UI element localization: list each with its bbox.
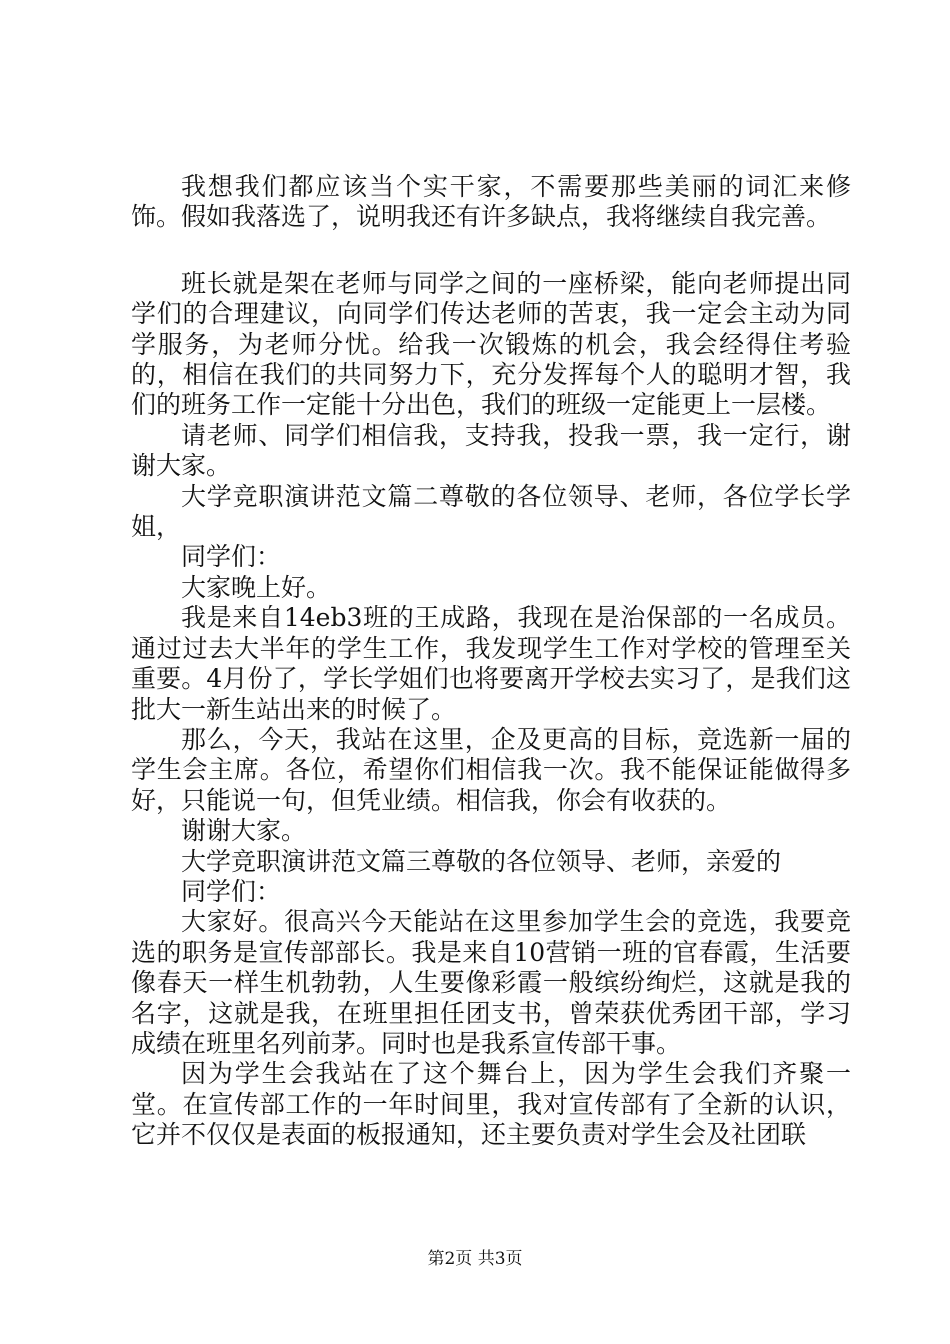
paragraph: 班长就是架在老师与同学之间的一座桥梁，能向老师提出同学们的合理建议，向同学们传达老师的苦衷，我一定会主动为同学服务，为老师分忧。给我一次锻炼的机会，我会经得住考验的，相信在我们的共同努力下，充分发挥每个人的聪明才智，我们的班务工作一定能十分出色，我们的班级一定能更上一层楼。 <box>131 268 851 420</box>
paragraph-gap <box>131 233 851 269</box>
paragraph: 我想我们都应该当个实干家，不需要那些美丽的词汇来修饰。假如我落选了，说明我还有许多缺点，我将继续自我完善。 <box>131 172 851 232</box>
paragraph: 请老师、同学们相信我，支持我，投我一票，我一定行，谢谢大家。 <box>131 420 851 481</box>
paragraph: 同学们： <box>181 876 282 906</box>
paragraph: 大家晚上好。 <box>181 572 332 602</box>
paragraph: 我是来自14eb3班的王成路，我现在是治保部的一名成员。通过过去大半年的学生工作，我发现学生工作对学校的管理至关重要。4月份了，学长学姐们也将要离开学校去实习了，是我们这批大一新生站出来的时候了。 <box>131 603 851 724</box>
paragraph: 大学竞职演讲范文篇二尊敬的各位领导、老师，各位学长学姐， <box>131 481 851 542</box>
paragraph: 大家好。很高兴今天能站在这里参加学生会的竞选，我要竞选的职务是宣传部部长。我是来自10营销一班的官春霞，生活要像春天一样生机勃勃，人生要像彩霞一般缤纷绚烂，这就是我的名字，这就是我，在班里担任团支书，曾荣获优秀团干部，学习成绩在班里名列前茅。同时也是我系宣传部干事。 <box>131 907 851 1058</box>
page-number: 第2页 共3页 <box>427 1249 523 1269</box>
document-body <box>131 172 851 1151</box>
paragraph: 那么，今天，我站在这里，企及更高的目标，竞选新一届的学生会主席。各位，希望你们相信我一次。我不能保证能做得多好，只能说一句，但凭业绩。相信我，你会有收获的。 <box>131 724 851 815</box>
paragraph: 因为学生会我站在了这个舞台上，因为学生会我们齐聚一堂。在宣传部工作的一年时间里，我对宣传部有了全新的认识，它并不仅仅是表面的板报通知，还主要负责对学生会及社团联 <box>131 1059 851 1150</box>
paragraph: 同学们： <box>181 542 282 572</box>
paragraph: 谢谢大家。 <box>181 816 307 846</box>
paragraph: 大学竞职演讲范文篇三尊敬的各位领导、老师，亲爱的 <box>181 846 782 876</box>
